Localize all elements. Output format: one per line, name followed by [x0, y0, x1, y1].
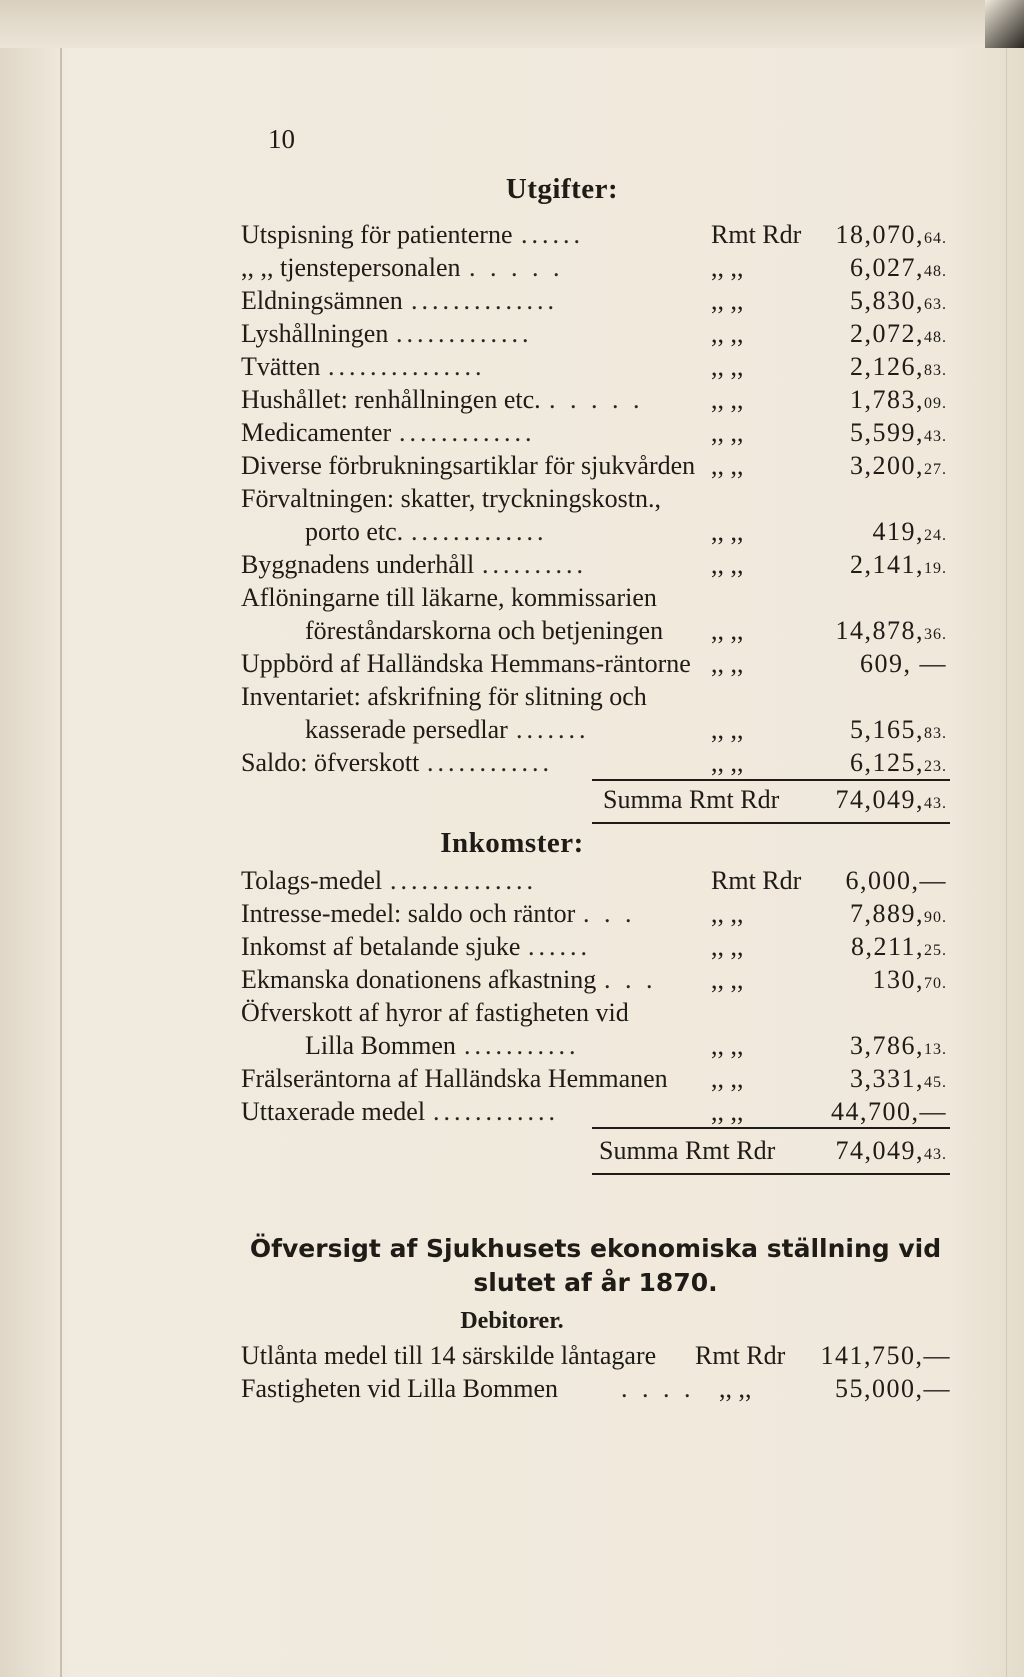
row-amount: 2,126,83.: [850, 352, 947, 381]
ledger-row: [241, 515, 951, 548]
row-label: Lilla Bommen: [305, 1031, 456, 1060]
overview-title-line1: Öfversigt af Sjukhusets ekonomiska ställning vid: [249, 1234, 942, 1263]
debtors-ledger: [241, 1339, 951, 1405]
row-currency: ,, ,,: [711, 965, 744, 994]
ledger-row: [241, 647, 951, 680]
ledger-row: [241, 449, 951, 482]
row-amount: 419,24.: [872, 517, 947, 546]
row-leader-dots: ............: [433, 1097, 559, 1126]
row-amount: 3,786,13.: [850, 1031, 947, 1060]
row-amount: 130,70.: [872, 965, 947, 994]
ledger-row: [241, 251, 951, 284]
row-label: Fastigheten vid Lilla Bommen: [241, 1374, 559, 1403]
ledger-row: [241, 1095, 951, 1128]
ledger-row: [241, 317, 951, 350]
row-leader-dots: .............: [399, 418, 536, 447]
row-leader-dots: ..........: [482, 550, 587, 579]
row-leader-dots: . . . .: [621, 1374, 695, 1403]
ledger-row: [241, 284, 951, 317]
income-total-amount: 74,049,43.: [835, 1136, 947, 1165]
page-binding-edge: [60, 48, 62, 1677]
ledger-row: [241, 581, 951, 614]
row-amount: 44,700,—: [831, 1097, 947, 1126]
row-currency: ,, ,,: [711, 385, 744, 414]
overview-title-line2: slutet af år 1870.: [473, 1268, 718, 1297]
page-corner-shadow: [985, 0, 1024, 48]
row-currency: ,, ,,: [711, 1064, 744, 1093]
row-currency: Rmt Rdr: [695, 1341, 786, 1370]
row-currency: ,, ,,: [711, 1031, 744, 1060]
row-leader-dots: .............: [411, 517, 548, 546]
row-leader-dots: .............: [396, 319, 533, 348]
expenses-total-row: [241, 782, 951, 818]
ledger-row: [241, 416, 951, 449]
ledger-row: [241, 897, 951, 930]
row-leader-dots: ..............: [390, 866, 537, 895]
row-label: Diverse förbrukningsartiklar för sjukvården: [241, 451, 696, 480]
row-label: Inkomst af betalande sjuke: [241, 932, 521, 961]
page-right-edge: [1006, 48, 1007, 1677]
ledger-row: [241, 614, 951, 647]
ledger-row: [241, 350, 951, 383]
ledger-row: [241, 548, 951, 581]
row-amount: 6,000,—: [845, 866, 947, 895]
ledger-row: [241, 1372, 951, 1405]
row-amount: 14,878,36.: [835, 616, 947, 645]
row-label: Hushållet: renhållningen etc.: [241, 385, 541, 414]
row-currency: ,, ,,: [711, 319, 744, 348]
row-amount: 6,027,48.: [850, 253, 947, 282]
ledger-row: [241, 1029, 951, 1062]
ledger-row: [241, 218, 951, 251]
expenses-total-label: Summa Rmt Rdr: [603, 785, 780, 814]
row-leader-dots: ......: [528, 932, 591, 961]
row-label: Intresse-medel: saldo och räntor: [241, 899, 576, 928]
row-currency: ,, ,,: [711, 451, 744, 480]
row-label: kasserade persedlar: [305, 715, 508, 744]
income-ledger: [241, 864, 951, 1128]
row-currency: ,, ,,: [711, 253, 744, 282]
row-leader-dots: . . .: [583, 899, 636, 928]
ledger-row: [241, 864, 951, 897]
row-currency: ,, ,,: [711, 715, 744, 744]
ledger-row: [241, 963, 951, 996]
income-total-row: [241, 1133, 951, 1169]
row-leader-dots: ......: [521, 220, 584, 249]
expenses-total-amount: 74,049,43.: [835, 785, 947, 814]
row-label: Medicamenter: [241, 418, 392, 447]
row-amount: 2,141,19.: [850, 550, 947, 579]
row-label: Inventariet: afskrifning för slitning och: [241, 682, 647, 711]
ledger-row: [241, 383, 951, 416]
row-leader-dots: . . . . .: [549, 385, 644, 414]
row-amount: 609, —: [860, 649, 947, 678]
ledger-row: [241, 482, 951, 515]
row-label: Aflöningarne till läkarne, kommissarien: [241, 583, 657, 612]
row-currency: ,, ,,: [711, 932, 744, 961]
ledger-row: [241, 996, 951, 1029]
row-amount: 2,072,48.: [850, 319, 947, 348]
row-label: Eldningsämnen: [241, 286, 403, 315]
row-label: Utspisning för patienterne: [241, 220, 513, 249]
expenses-total-rule: [592, 779, 950, 781]
row-currency: ,, ,,: [711, 748, 744, 777]
debtors-heading: Debitorer.: [460, 1308, 564, 1334]
row-label: Uppbörd af Halländska Hemmans-räntorne: [241, 649, 691, 678]
row-label: ,, ,, tjenstepersonalen: [241, 253, 461, 282]
row-amount: 3,331,45.: [850, 1064, 947, 1093]
row-label: Saldo: öfverskott: [241, 748, 420, 777]
row-leader-dots: ............: [427, 748, 553, 777]
row-amount: 5,165,83.: [850, 715, 947, 744]
row-leader-dots: ..............: [411, 286, 558, 315]
row-label: porto etc.: [305, 517, 404, 546]
row-currency: ,, ,,: [711, 550, 744, 579]
row-currency: ,, ,,: [711, 1097, 744, 1126]
expenses-heading: Utgifter:: [505, 173, 619, 205]
expenses-total-double-rule: [592, 822, 950, 824]
row-label: Tvätten: [241, 352, 321, 381]
page-top-margin: [0, 0, 1024, 48]
ledger-row: [241, 1339, 951, 1372]
row-currency: ,, ,,: [711, 286, 744, 315]
row-label: Uttaxerade medel: [241, 1097, 426, 1126]
row-leader-dots: . . . . .: [469, 253, 564, 282]
row-currency: ,, ,,: [711, 352, 744, 381]
ledger-row: [241, 1062, 951, 1095]
income-total-double-rule: [592, 1173, 950, 1175]
row-amount: 141,750,—: [820, 1341, 951, 1370]
row-amount: 6,125,23.: [850, 748, 947, 777]
income-total-rule: [592, 1127, 950, 1129]
row-currency: ,, ,,: [711, 418, 744, 447]
row-amount: 3,200,27.: [850, 451, 947, 480]
row-label: Byggnadens underhåll: [241, 550, 475, 579]
row-leader-dots: .......: [516, 715, 590, 744]
row-label: Öfverskott af hyror af fastigheten vid: [241, 998, 629, 1027]
row-amount: 18,070,64.: [835, 220, 947, 249]
row-label: Tolags-medel: [241, 866, 383, 895]
row-currency: ,, ,,: [711, 616, 744, 645]
row-label: föreståndarskorna och betjeningen: [305, 616, 664, 645]
row-currency: ,, ,,: [711, 899, 744, 928]
ledger-row: [241, 713, 951, 746]
row-label: Utlånta medel till 14 särskilde låntagare: [241, 1341, 657, 1370]
row-leader-dots: . . .: [604, 965, 657, 994]
row-label: Förvaltningen: skatter, tryckningskostn.,: [241, 484, 661, 513]
page-number: 10: [268, 124, 295, 154]
row-amount: 5,830,63.: [850, 286, 947, 315]
row-currency: ,, ,,: [711, 649, 744, 678]
row-amount: 5,599,43.: [850, 418, 947, 447]
row-currency: Rmt Rdr: [711, 220, 802, 249]
ledger-row: [241, 930, 951, 963]
row-amount: 1,783,09.: [850, 385, 947, 414]
row-label: Frälseräntorna af Halländska Hemmanen: [241, 1064, 668, 1093]
row-amount: 8,211,25.: [850, 932, 947, 961]
row-label: Lyshållningen: [241, 319, 389, 348]
row-label: Ekmanska donationens afkastning: [241, 965, 597, 994]
expenses-ledger: [241, 218, 951, 779]
row-leader-dots: ...............: [328, 352, 486, 381]
row-currency: Rmt Rdr: [711, 866, 802, 895]
ledger-row: [241, 680, 951, 713]
income-total-label: Summa Rmt Rdr: [599, 1136, 776, 1165]
row-currency: ,, ,,: [719, 1374, 752, 1403]
income-heading: Inkomster:: [440, 827, 584, 859]
row-amount: 55,000,—: [835, 1374, 951, 1403]
row-currency: ,, ,,: [711, 517, 744, 546]
ledger-row: [241, 746, 951, 779]
row-amount: 7,889,90.: [850, 899, 947, 928]
row-leader-dots: ...........: [464, 1031, 580, 1060]
